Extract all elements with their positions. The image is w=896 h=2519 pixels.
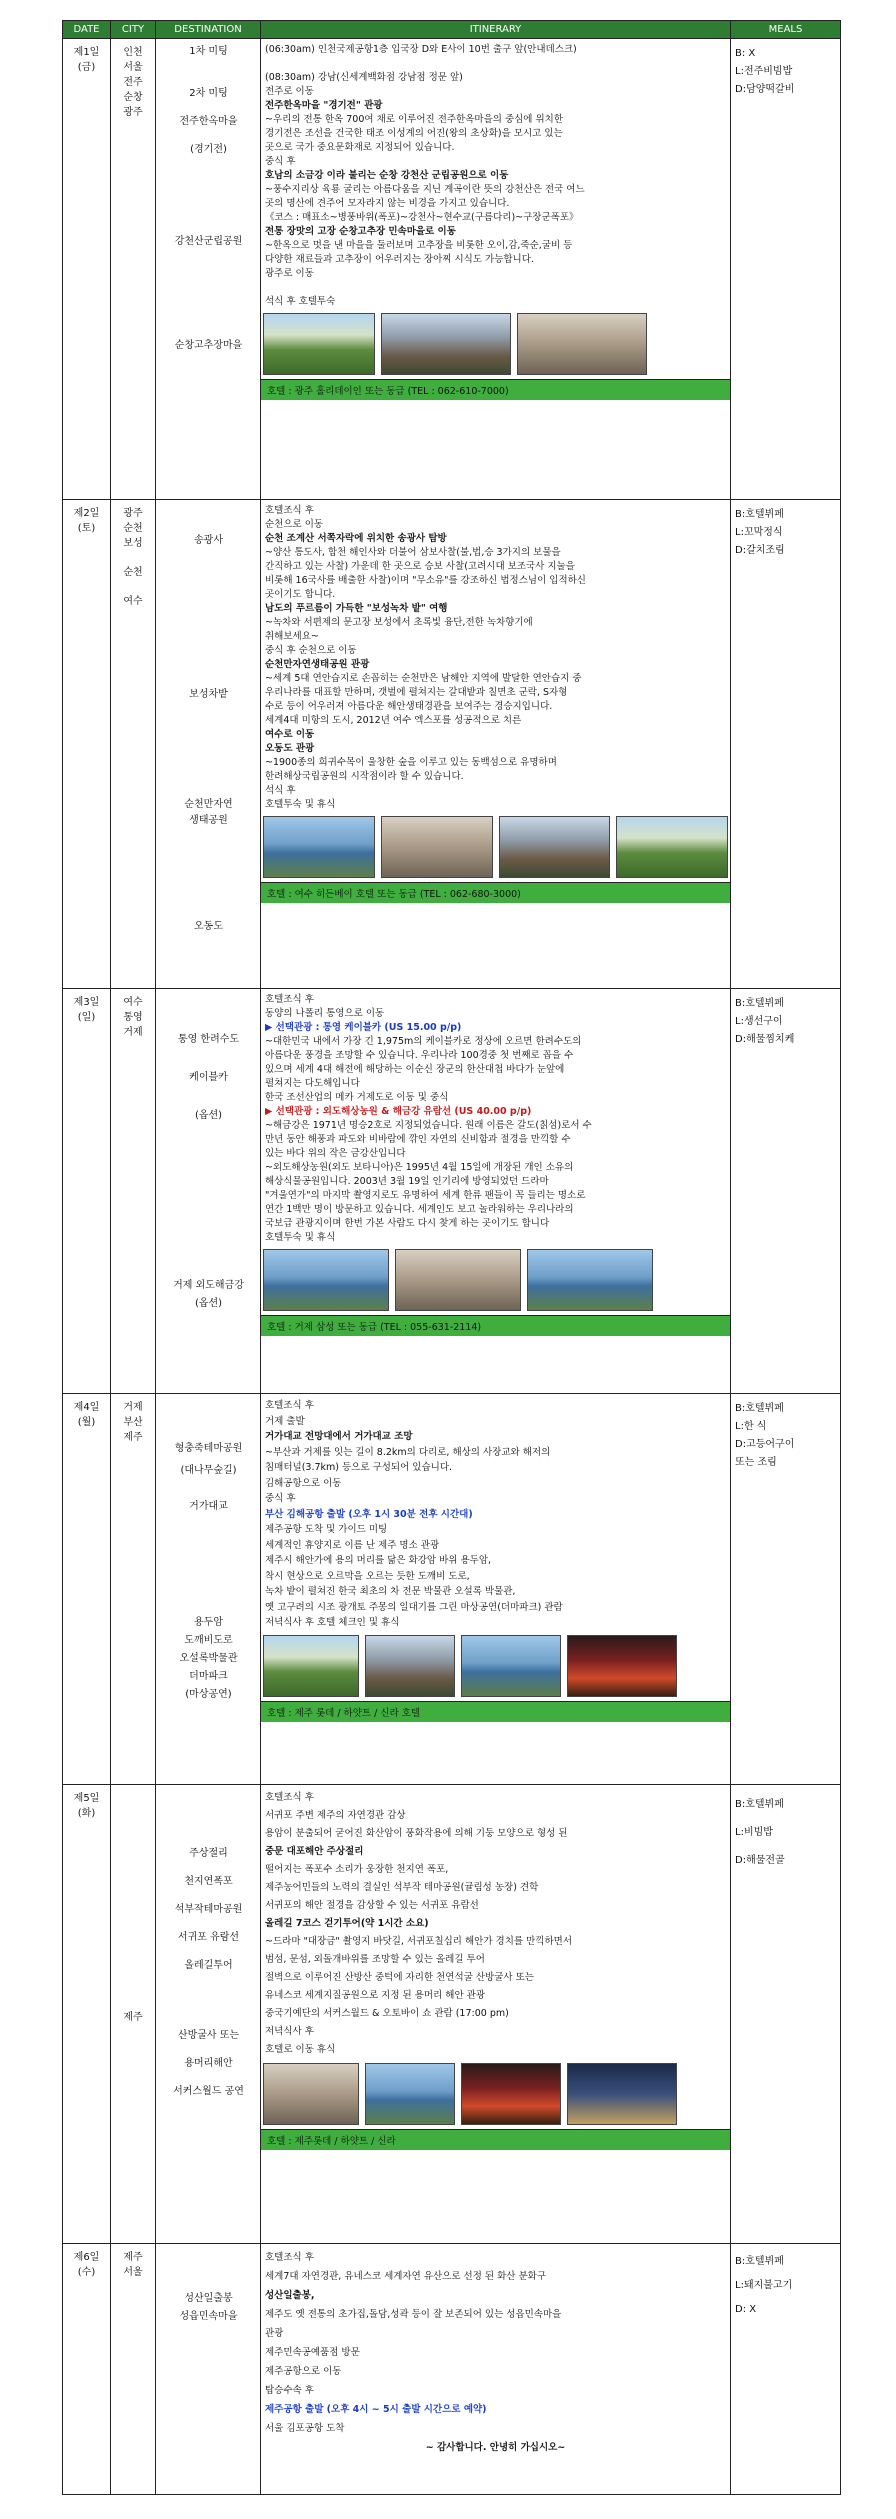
hotel-info: 호텔 : 광주 홀리데이인 또는 동급 (TEL : 062-610-7000) <box>261 379 730 400</box>
day-cities: 제주 서울 <box>111 2244 156 2495</box>
day-meals: B:호텔뷔페 L:비빔밥 D:해물전골 <box>731 1785 841 2244</box>
scenery-photo <box>365 1635 455 1697</box>
day-meals: B:호텔뷔페 L:꼬막정식 D:갈치조림 <box>731 500 841 989</box>
destination-label: 올레길투어 <box>184 1960 233 1971</box>
destination-label: 서귀포 유람선 <box>177 1932 240 1943</box>
destination-label: 보성차밭 <box>189 689 228 700</box>
destination-label: 용머리해안 <box>184 2058 233 2069</box>
scenery-photo <box>499 816 611 878</box>
scenery-photo <box>263 2063 359 2125</box>
day-destinations <box>156 500 261 989</box>
day-destinations <box>156 39 261 500</box>
destination-label: 케이블카 <box>189 1072 228 1083</box>
scenery-photo <box>616 816 728 878</box>
scenery-photo <box>381 816 493 878</box>
day-cities: 여수 통영 거제 <box>111 989 156 1394</box>
destination-label: 순창고추장마을 <box>174 340 243 351</box>
day-date: 제6일 (수) <box>63 2244 111 2495</box>
itinerary-table <box>62 20 841 2495</box>
destination-label: 생태공원 <box>189 815 228 826</box>
day-itinerary: 호텔조식 후 순천으로 이동 순천 조계산 서쪽자락에 위치한 송광사 탐방 ~양산 통도사, 합천 해인사와 더불어 삼보사찰(불,법,승 3가지의 보물을 간직하고 있는 사찰) 가운데 한 곳으로 승보 사찰(고려시대 보조국사 지눌을 비롯해 16국사를 배출한 사찰)이며 "무소유"를 강조하신 법정스님이 입적하신 곳이기도 합니다. 남도의 푸르름이 가득한 "보성녹차 밭" 여행 ~녹차와 서편제의 문고장 보성에서 초록빛 융단,전한 녹차향기에 취해보세요~ 중식 후 순천으로 이동 순천만자연생태공원 관광 ~세계 5대 연안습지로 손꼽히는 순천만은 남해안 지역에 발달한 연안습지 중 우리나라를 대표할 만하며, 갯벌에 펼쳐지는 갈대밭과 칠면초 군락, S자형 수로 등이 어우러져 아름다운 해안생태경관을 보여주는 경승지입니다. 세계4대 미항의 도시, 2012년 여수 엑스포를 성공적으로 치른 여수로 이동 오동도 관광 ~1900종의 희귀수목이 울창한 숲을 이루고 있는 동백섬으로 유명하며 한려해상국립공원의 시작점이라 할 수 있습니다. 석식 후 호텔투숙 및 휴식 호텔 : 여수 히든베이 호텔 또는 동급 (TEL : 062-680-3000) <box>261 500 731 989</box>
destination-label: 1차 미팅 <box>189 46 228 57</box>
scenery-photo <box>527 1249 653 1311</box>
destination-label: 더마파크 <box>189 1671 228 1682</box>
destination-label: 산방굴사 또는 <box>177 2030 240 2041</box>
scenery-photo <box>263 1635 359 1697</box>
destination-label: 오설록박물관 <box>179 1653 238 1664</box>
photo-strip <box>261 812 730 882</box>
destination-label: 2차 미팅 <box>189 88 228 99</box>
day-itinerary: 호텔조식 후 거제 출발 거가대교 전망대에서 거가대교 조망 ~부산과 거제를 잇는 길이 8.2km의 다리로, 해상의 사장교와 해저의 침매터널(3.7km) 등으로 구성되어 있습니다. 김해공항으로 이동 중식 후 부산 김해공항 출발 (오후 1시 30분 전후 시간대) 제주공항 도착 및 가이드 미팅 세계적인 휴양지로 이름 난 제주 명소 관광 제주시 해안가에 용의 머리를 닮은 화강암 바위 용두암, 착시 현상으로 오르막을 오르는 듯한 도깨비 도로, 녹차 밭이 펼쳐진 한국 최초의 차 전문 박물관 오설록 박물관, 옛 고구려의 시조 광개토 주몽의 일대기를 그린 마상공연(더마파크) 관람 저녁식사 후 호텔 체크인 및 휴식 호텔 : 제주 롯데 / 하얏트 / 신라 호텔 <box>261 1394 731 1785</box>
photo-strip <box>261 1245 730 1315</box>
header-itinerary: ITINERARY <box>261 21 731 39</box>
photo-strip <box>261 2059 730 2129</box>
day-destinations <box>156 1785 261 2244</box>
destination-label: (마상공연) <box>185 1689 232 1700</box>
day-destinations <box>156 1394 261 1785</box>
destination-label: 오동도 <box>194 921 223 932</box>
destination-label: 전주한옥마을 <box>179 116 238 127</box>
scenery-photo <box>263 313 375 375</box>
day-meals: B: X L:전주비빔밥 D:담양떡갈비 <box>731 39 841 500</box>
day-destinations <box>156 2244 261 2495</box>
day-cities: 인천 서울 전주 순창 광주 <box>111 39 156 500</box>
hotel-info: 호텔 : 거제 삼성 또는 동급 (TEL : 055-631-2114) <box>261 1315 730 1336</box>
scenery-photo <box>395 1249 521 1311</box>
day-meals: B:호텔뷔페 L:돼지불고기 D: X <box>731 2244 841 2495</box>
itinerary-document <box>62 20 840 2495</box>
scenery-photo <box>567 1635 677 1697</box>
header-destination: DESTINATION <box>156 21 261 39</box>
day-row-5 <box>63 1785 841 2244</box>
photo-strip <box>261 309 730 379</box>
day-destinations <box>156 989 261 1394</box>
day-itinerary: 호텔조식 후 서귀포 주변 제주의 자연경관 감상 용암이 분출되어 굳어진 화산암이 풍화작용에 의해 기둥 모양으로 형성 된 중문 대포해안 주상절리 떨어지는 폭포수 소리가 웅장한 천지연 폭포, 제주농어민들의 노력의 결실인 석부작 테마공원(귤림성 농장) 견학 서귀포의 해안 절경을 감상할 수 있는 서귀포 유람선 올레길 7코스 걷기투어(약 1시간 소요) ~드라마 "대장금" 촬영지 바닷길, 서귀포칠십리 해안가 경치를 만끽하면서 범섬, 문섬, 외돌개바위를 조망할 수 있는 올레길 투어 절벽으로 이루어진 산방산 중턱에 자리한 천연석굴 산방굴사 또는 유네스코 세계지질공원으로 지정 된 용머리 해안 관광 중국기예단의 서커스월드 & 오토바이 쇼 관람 (17:00 pm) 저녁식사 후 호텔로 이동 휴식 호텔 : 제주롯데 / 하얏트 / 신라 <box>261 1785 731 2244</box>
scenery-photo <box>365 2063 455 2125</box>
destination-label: 형충죽테마공원 <box>174 1443 243 1454</box>
hotel-info: 호텔 : 제주롯데 / 하얏트 / 신라 <box>261 2129 730 2150</box>
scenery-photo <box>263 1249 389 1311</box>
day-date: 제4일 (월) <box>63 1394 111 1785</box>
day-meals: B:호텔뷔페 L:한 식 D:고등어구이 또는 조림 <box>731 1394 841 1785</box>
day-date: 제5일 (화) <box>63 1785 111 2244</box>
destination-label: (경기전) <box>190 144 227 155</box>
day-row-2 <box>63 500 841 989</box>
day-cities: 거제 부산 제주 <box>111 1394 156 1785</box>
destination-label: 순천만자연 <box>184 799 233 810</box>
scenery-photo <box>381 313 511 375</box>
day-cities: 제주 <box>111 1785 156 2244</box>
header-city: CITY <box>111 21 156 39</box>
day-meals: B:호텔뷔페 L:생선구이 D:해물찜치케 <box>731 989 841 1394</box>
header-date: DATE <box>63 21 111 39</box>
destination-label: 거제 외도해금강 <box>173 1280 244 1291</box>
day-row-1 <box>63 39 841 500</box>
table-header-row <box>63 21 841 39</box>
hotel-info: 호텔 : 여수 히든베이 호텔 또는 동급 (TEL : 062-680-3000) <box>261 882 730 903</box>
destination-label: 강천산군립공원 <box>174 236 243 247</box>
day-row-6 <box>63 2244 841 2495</box>
destination-label: 송광사 <box>194 535 223 546</box>
day-itinerary: 호텔조식 후 동양의 나폴리 통영으로 이동 ▶ 선택관광 : 통영 케이블카 (US 15.00 p/p) ~대한민국 내에서 가장 긴 1,975m의 케이블카로 정상에 오르면 한려수도의 아름다운 풍경을 조망할 수 있습니다. 우리나라 100경중 첫 번째로 꼽을 수 있으며 세계 4대 해전에 해당하는 이순신 장군의 한산대첩 바다가 눈앞에 펼쳐지는 다도해입니다 한국 조선산업의 메카 거제도로 이동 및 중식 ▶ 선택관광 : 외도해상농원 & 해금강 유람선 (US 40.00 p/p) ~해금강은 1971년 명승2호로 지정되었습니다. 원래 이름은 갈도(칡섬)로서 수 만년 동안 해풍과 파도와 비바람에 깎인 자연의 신비함과 절경을 만끽할 수 있는 바다 위의 작은 금강산입니다 ~외도해상농원(외도 보타니아)은 1995년 4월 15일에 개장된 개인 소유의 해상식물공원입니다. 2003년 3월 19일 인기리에 방영되었던 드라마 "겨울연가"의 마지막 촬영지로도 유명하여 세계 한류 팬들이 꼭 들리는 명소로 연간 1백만 명이 방문하고 있습니다. 세계인도 보고 놀라워하는 우리나라의 국보급 관광지이며 한번 가본 사람도 다시 찾게 하는 곳이기도 합니다 호텔투숙 및 휴식 호텔 : 거제 삼성 또는 동급 (TEL : 055-631-2114) <box>261 989 731 1394</box>
destination-label: 거가대교 <box>189 1501 228 1512</box>
destination-label: 성산일출봉 <box>184 2293 233 2304</box>
destination-label: 용두암 <box>194 1617 223 1628</box>
day-itinerary: 호텔조식 후 세계7대 자연경관, 유네스코 세계자연 유산으로 선정 된 화산 분화구 성산일출봉, 제주도 옛 전통의 초가집,돌담,성곽 등이 잘 보존되어 있는 성읍민속마을 관광 제주민속공예품점 방문 제주공항으로 이동 탑승수속 후 제주공항 출발 (오후 4시 ~ 5시 출발 시간으로 예약) 서울 김포공항 도착 ~ 감사합니다. 안녕히 가십시오~ <box>261 2244 731 2495</box>
day-row-3 <box>63 989 841 1394</box>
destination-label: 성읍민속마을 <box>179 2311 238 2322</box>
scenery-photo <box>517 313 647 375</box>
farewell-message: ~ 감사합니다. 안녕히 가십시오~ <box>425 2442 566 2453</box>
scenery-photo <box>461 1635 561 1697</box>
destination-label: (옵션) <box>194 1298 223 1309</box>
day-date: 제3일 (일) <box>63 989 111 1394</box>
destination-label: 주상절리 <box>189 1848 228 1859</box>
destination-label: (옵션) <box>194 1110 223 1121</box>
destination-label: 석부작테마공원 <box>174 1904 243 1915</box>
scenery-photo <box>567 2063 677 2125</box>
photo-strip <box>261 1631 730 1701</box>
scenery-photo <box>263 816 375 878</box>
day-cities: 광주 순천 보성 순천 여수 <box>111 500 156 989</box>
day-date: 제1일 (금) <box>63 39 111 500</box>
day-date: 제2일 (토) <box>63 500 111 989</box>
destination-label: (대나무숲길) <box>180 1465 237 1476</box>
destination-label: 서커스월드 공연 <box>173 2086 244 2097</box>
destination-label: 천지연폭포 <box>184 1876 233 1887</box>
destination-label: 통영 한려수도 <box>177 1034 240 1045</box>
destination-label: 도깨비도로 <box>184 1635 233 1646</box>
header-meals: MEALS <box>731 21 841 39</box>
day-row-4 <box>63 1394 841 1785</box>
day-itinerary: (06:30am) 인천국제공항1층 입국장 D와 E사이 10번 출구 앞(안내데스크) (08:30am) 강남(신세계백화점 강남점 정문 앞) 전주로 이동 전주한옥마을 "경기전" 관광 ~우리의 전통 한옥 700여 채로 이루어진 전주한옥마을의 중심에 위치한 경기전은 조선을 건국한 태조 이성계의 어진(왕의 초상화)을 모시고 있는 곳으로 국가 중요문화재로 지정되어 있습니다. 중식 후 호남의 소금강 이라 불리는 순창 강천산 군립공원으로 이동 ~풍수지리상 육룡 굴리는 아름다움을 지닌 계곡이란 뜻의 강천산은 전국 여느 곳의 명산에 견주어 모자라지 않는 비경을 가지고 있습니다. 《코스 : 매표소~병풍바위(폭포)~강천사~현수교(구름다리)~구장군폭포》 전통 장맛의 고장 순창고추장 민속마을로 이동 ~한옥으로 멋을 낸 마을을 둘러보며 고추장을 비롯한 오이,감,죽순,굴비 등 다양한 재료들과 고추장이 어우러지는 장아찌 시식도 가능합니다. 광주로 이동 석식 후 호텔투숙 호텔 : 광주 홀리데이인 또는 동급 (TEL : 062-610-7000) <box>261 39 731 500</box>
hotel-info: 호텔 : 제주 롯데 / 하얏트 / 신라 호텔 <box>261 1701 730 1722</box>
scenery-photo <box>461 2063 561 2125</box>
